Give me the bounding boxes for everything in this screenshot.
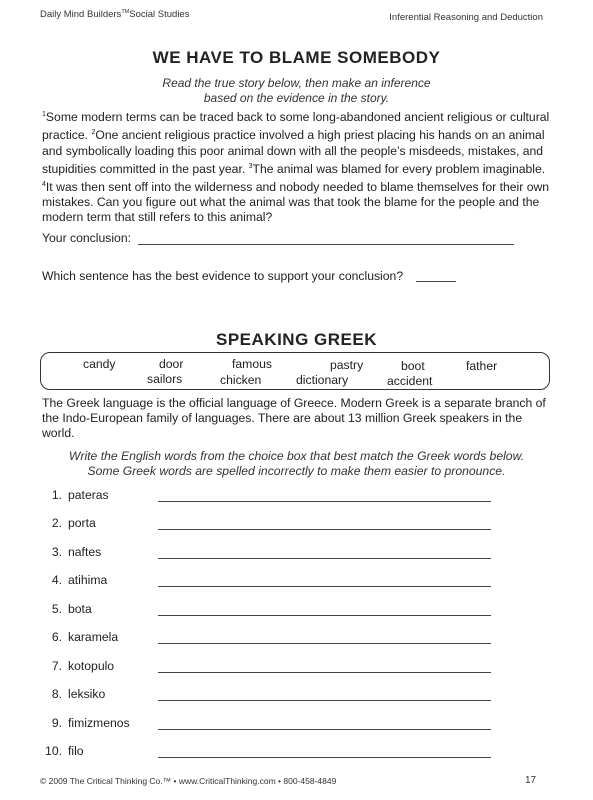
choice-word: accident (387, 374, 433, 388)
greek-word: naftes (68, 545, 102, 559)
answer-line[interactable] (158, 615, 491, 616)
section-title-blame: WE HAVE TO BLAME SOMEBODY (152, 48, 441, 67)
greek-word: bota (68, 602, 92, 616)
item-number: 3. (51, 545, 62, 559)
item-number: 8. (51, 687, 62, 701)
greek-word: porta (68, 516, 96, 530)
greek-word: pateras (68, 488, 109, 502)
item-number: 6. (51, 630, 62, 644)
answer-line[interactable] (158, 729, 491, 730)
answer-line[interactable] (158, 529, 491, 530)
answer-line[interactable] (158, 643, 491, 644)
choice-box (40, 352, 550, 390)
evidence-answer-line[interactable] (416, 281, 456, 282)
header-topic: Inferential Reasoning and Deduction (389, 12, 543, 23)
section-title-greek: SPEAKING GREEK (216, 330, 377, 349)
list-item (0, 602, 593, 622)
list-item (0, 687, 593, 707)
list-item (0, 630, 593, 650)
list-item (0, 516, 593, 536)
footer-copyright: © 2009 The Critical Thinking Co.™ • www.CriticalThinking.com • 800-458-4849 (40, 776, 337, 786)
item-number: 1. (51, 488, 62, 502)
list-item (0, 659, 593, 679)
list-item (0, 545, 593, 565)
answer-line[interactable] (158, 700, 491, 701)
choice-word: boot (401, 359, 425, 373)
list-item (0, 716, 593, 736)
greek-word: kotopulo (68, 659, 115, 673)
greek-word: atihima (68, 573, 108, 587)
answer-line[interactable] (158, 558, 491, 559)
answer-line[interactable] (158, 757, 491, 758)
page-number: 17 (525, 775, 537, 786)
greek-paragraph: The Greek language is the official language of Greece. Modern Greek is a separate branch of the Indo-European family of languages. There are about 13 million Greek speakers in the world. (42, 396, 546, 441)
header-series: Daily Mind Builders™Social Studies (40, 9, 190, 21)
item-number: 5. (51, 602, 62, 616)
greek-word: leksiko (68, 687, 106, 701)
story-paragraph: $^1$Some modern terms can be traced back to some long-abandoned ancient religious or cultural practice. $^2$One ancient religious practice involved a high priest placing his hands on an animal and symbolically loading this poor animal down with all the people’s misdeeds, mistakes, and stupidities committed in the past year. $^3$The animal was blamed for every problem imaginable. $^4$It was then sent off into the wilderness and nobody needed to blame themselves for their own mistakes. Can you figure out what the animal was that took the blame for the people and the modern term that still refers to this animal? (42, 110, 550, 225)
item-number: 4. (51, 573, 62, 587)
choice-word: door (159, 357, 184, 371)
page-header (0, 0, 593, 30)
choice-word: candy (83, 357, 116, 371)
choice-word: dictionary (296, 373, 349, 387)
greek-instructions: Write the English words from the choice box that best match the Greek words below. Some Greek words are spelled incorrectly to make them easier to pronounce. (68, 449, 525, 479)
greek-word: filo (68, 744, 84, 758)
list-item (0, 573, 593, 593)
greek-word: fimizmenos (68, 716, 130, 730)
choice-word: chicken (220, 373, 262, 387)
item-number: 2. (51, 516, 62, 530)
list-item (0, 488, 593, 508)
conclusion-answer-line[interactable] (138, 244, 514, 245)
story-instructions: Read the true story below, then make an inference based on the evidence in the story. (162, 76, 431, 105)
item-number: 9. (51, 716, 62, 730)
answer-line[interactable] (158, 501, 491, 502)
choice-word: sailors (147, 372, 183, 386)
greek-word: karamela (68, 630, 119, 644)
evidence-question: Which sentence has the best evidence to support your conclusion? (42, 269, 404, 283)
item-number: 7. (51, 659, 62, 673)
conclusion-label: Your conclusion: (42, 231, 131, 245)
choice-word: pastry (330, 358, 364, 372)
list-item (0, 744, 593, 764)
choice-word: father (466, 359, 498, 373)
answer-line[interactable] (158, 672, 491, 673)
answer-line[interactable] (158, 586, 491, 587)
item-number: 10. (45, 744, 62, 758)
choice-word: famous (232, 357, 272, 371)
